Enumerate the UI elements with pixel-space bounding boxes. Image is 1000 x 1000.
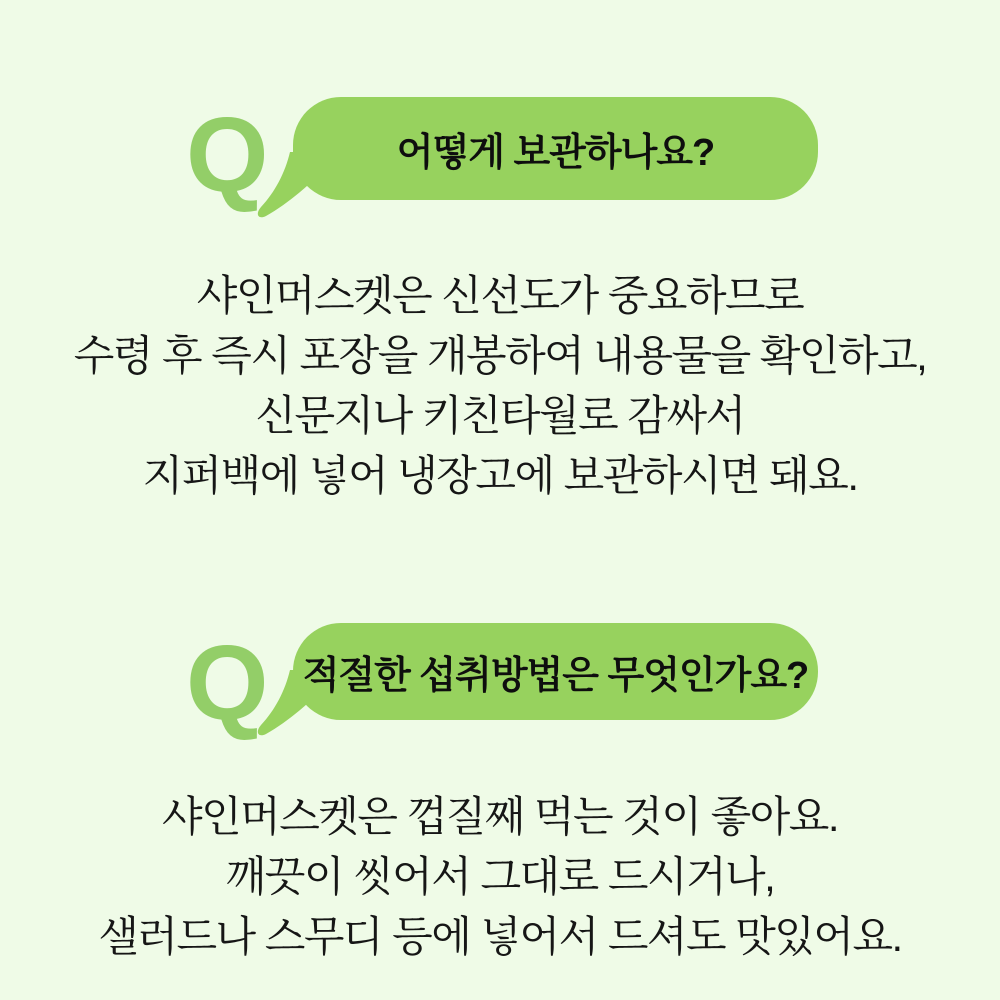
answer-line: 샤인머스켓은 껍질째 먹는 것이 좋아요. — [162, 793, 838, 840]
q-letter: Q — [186, 96, 267, 214]
question-text: 어떻게 보관하나요? — [396, 132, 715, 174]
answer-line: 수령 후 즉시 포장을 개봉하여 내용물을 확인하고, — [73, 332, 927, 379]
answer-line: 지퍼백에 넣어 냉장고에 보관하시면 돼요. — [142, 452, 858, 499]
answer-line: 샐러드나 스무디 등에 넣어서 드셔도 맛있어요. — [98, 913, 902, 960]
q-letter: Q — [186, 624, 267, 742]
question-text: 적절한 섭취방법은 무엇인가요? — [302, 655, 809, 697]
answer-line: 신문지나 키친타월로 감싸서 — [255, 392, 745, 439]
question-bubble — [293, 97, 818, 200]
answer-text — [0, 266, 1000, 506]
question-bubble — [293, 623, 818, 720]
answer-line: 깨끗이 씻어서 그대로 드시거나, — [225, 853, 775, 900]
answer-text — [0, 787, 1000, 967]
answer-line: 샤인머스켓은 신선도가 중요하므로 — [196, 272, 804, 319]
